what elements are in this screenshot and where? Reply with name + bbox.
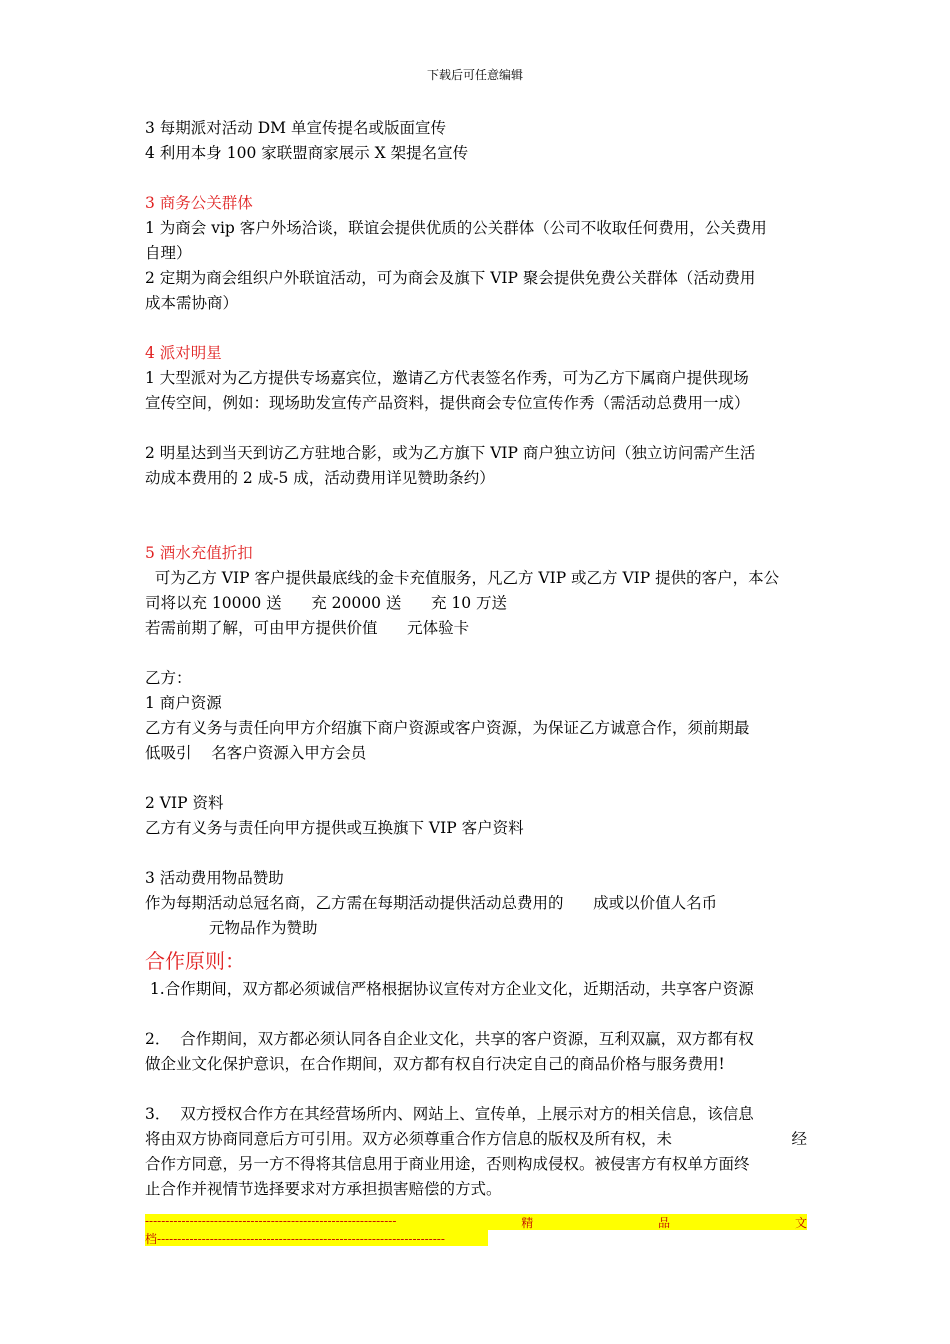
footer-banner [145, 1214, 807, 1249]
footer-row [145, 1230, 488, 1246]
text-line: 2 VIP 资料 [145, 794, 224, 812]
text-line: 乙方有义务与责任向甲方提供或互换旗下 VIP 客户资料 [145, 819, 524, 837]
text-line: 低吸引 名客户资源入甲方会员 [145, 744, 367, 762]
text-line: 做企业文化保护意识，在合作期间，双方都有权自行决定自己的商品价格与服务费用! [145, 1055, 725, 1073]
text-line: 2 定期为商会组织户外联谊活动，可为商会及旗下 VIP 聚会提供免费公关群体（活动费用 [145, 269, 756, 287]
text-line: 自理） [145, 244, 192, 262]
page-header: 下载后可任意编辑 [426, 68, 523, 82]
text-line: 宣传空间，例如：现场助发宣传产品资料，提供商会专位宣传作秀（需活动总费用一成） [145, 394, 750, 412]
text-line: 1.合作期间，双方都必须诚信严格根据协议宣传对方企业文化，近期活动，共享客户资源 [145, 980, 754, 998]
footer-char: 文 [794, 1216, 807, 1230]
text-line: 2 明星达到当天到访乙方驻地合影，或为乙方旗下 VIP 商户独立访问（独立访问需产生活 [145, 444, 756, 462]
text-line: 止合作并视情节选择要求对方承担损害赔偿的方式。 [145, 1180, 502, 1198]
footer-dashes: -------------------------------------------------------------- [145, 1214, 397, 1228]
text-fragment: 将由双方协商同意后方可引用。双方必须尊重合作方信息的版权及所有权，未 [145, 1130, 673, 1148]
text-line: 3 每期派对活动 DM 单宣传提名或版面宣传 [145, 119, 446, 137]
text-line: 1 大型派对为乙方提供专场嘉宾位，邀请乙方代表签名作秀，可为乙方下属商户提供现场 [145, 369, 749, 387]
document-body [145, 116, 807, 1202]
footer-char: 档 [145, 1232, 158, 1246]
section-title: 5 酒水充值折扣 [145, 544, 253, 562]
text-line: 1 商户资源 [145, 694, 222, 712]
footer-row [145, 1214, 807, 1230]
footer-char: 精 [521, 1216, 534, 1230]
text-line: 若需前期了解，可由甲方提供价值 元体验卡 [145, 619, 470, 637]
section-title: 3 商务公关群体 [145, 194, 253, 212]
footer-char: 品 [658, 1216, 671, 1230]
text-line: 3 活动费用物品赞助 [145, 869, 284, 887]
text-line: 合作方同意，另一方不得将其信息用于商业用途，否则构成侵权。被侵害方有权单方面终 [145, 1155, 750, 1173]
section-title: 4 派对明星 [145, 344, 222, 362]
text-line: 元物品作为赞助 [145, 919, 318, 937]
text-line: 3． 双方授权合作方在其经营场所内、网站上、宣传单，上展示对方的相关信息，该信息 [145, 1105, 754, 1123]
text-line: 作为每期活动总冠名商，乙方需在每期活动提供活动总费用的 成或以价值人名币 [145, 894, 718, 912]
text-line: 成本需协商） [145, 294, 239, 312]
text-line: 可为乙方 VIP 客户提供最底线的金卡充值服务，凡乙方 VIP 或乙方 VIP 提供的客户，本公 [145, 569, 780, 587]
text-line [145, 1127, 807, 1152]
party-b-label: 乙方： [145, 669, 192, 687]
text-line: 1 为商会 vip 客户外场洽谈，联谊会提供优质的公关群体（公司不收取任何费用，公关费用 [145, 219, 767, 237]
text-line: 乙方有义务与责任向甲方介绍旗下商户资源或客户资源，为保证乙方诚意合作，须前期最 [145, 719, 750, 737]
text-line: 2． 合作期间，双方都必须认同各自企业文化，共享的客户资源，互利双赢，双方都有权 [145, 1030, 754, 1048]
principles-title: 合作原则： [145, 949, 245, 973]
text-line: 动成本费用的 2 成-5 成，活动费用详见赞助条约） [145, 469, 495, 487]
footer-dashes: ----------------------------------------------------------------------- [157, 1232, 445, 1246]
text-line: 4 利用本身 100 家联盟商家展示 X 架提名宣传 [145, 144, 469, 162]
text-fragment: 经 [791, 1130, 807, 1148]
text-line: 司将以充 10000 送 充 20000 送 充 10 万送 [145, 594, 508, 612]
